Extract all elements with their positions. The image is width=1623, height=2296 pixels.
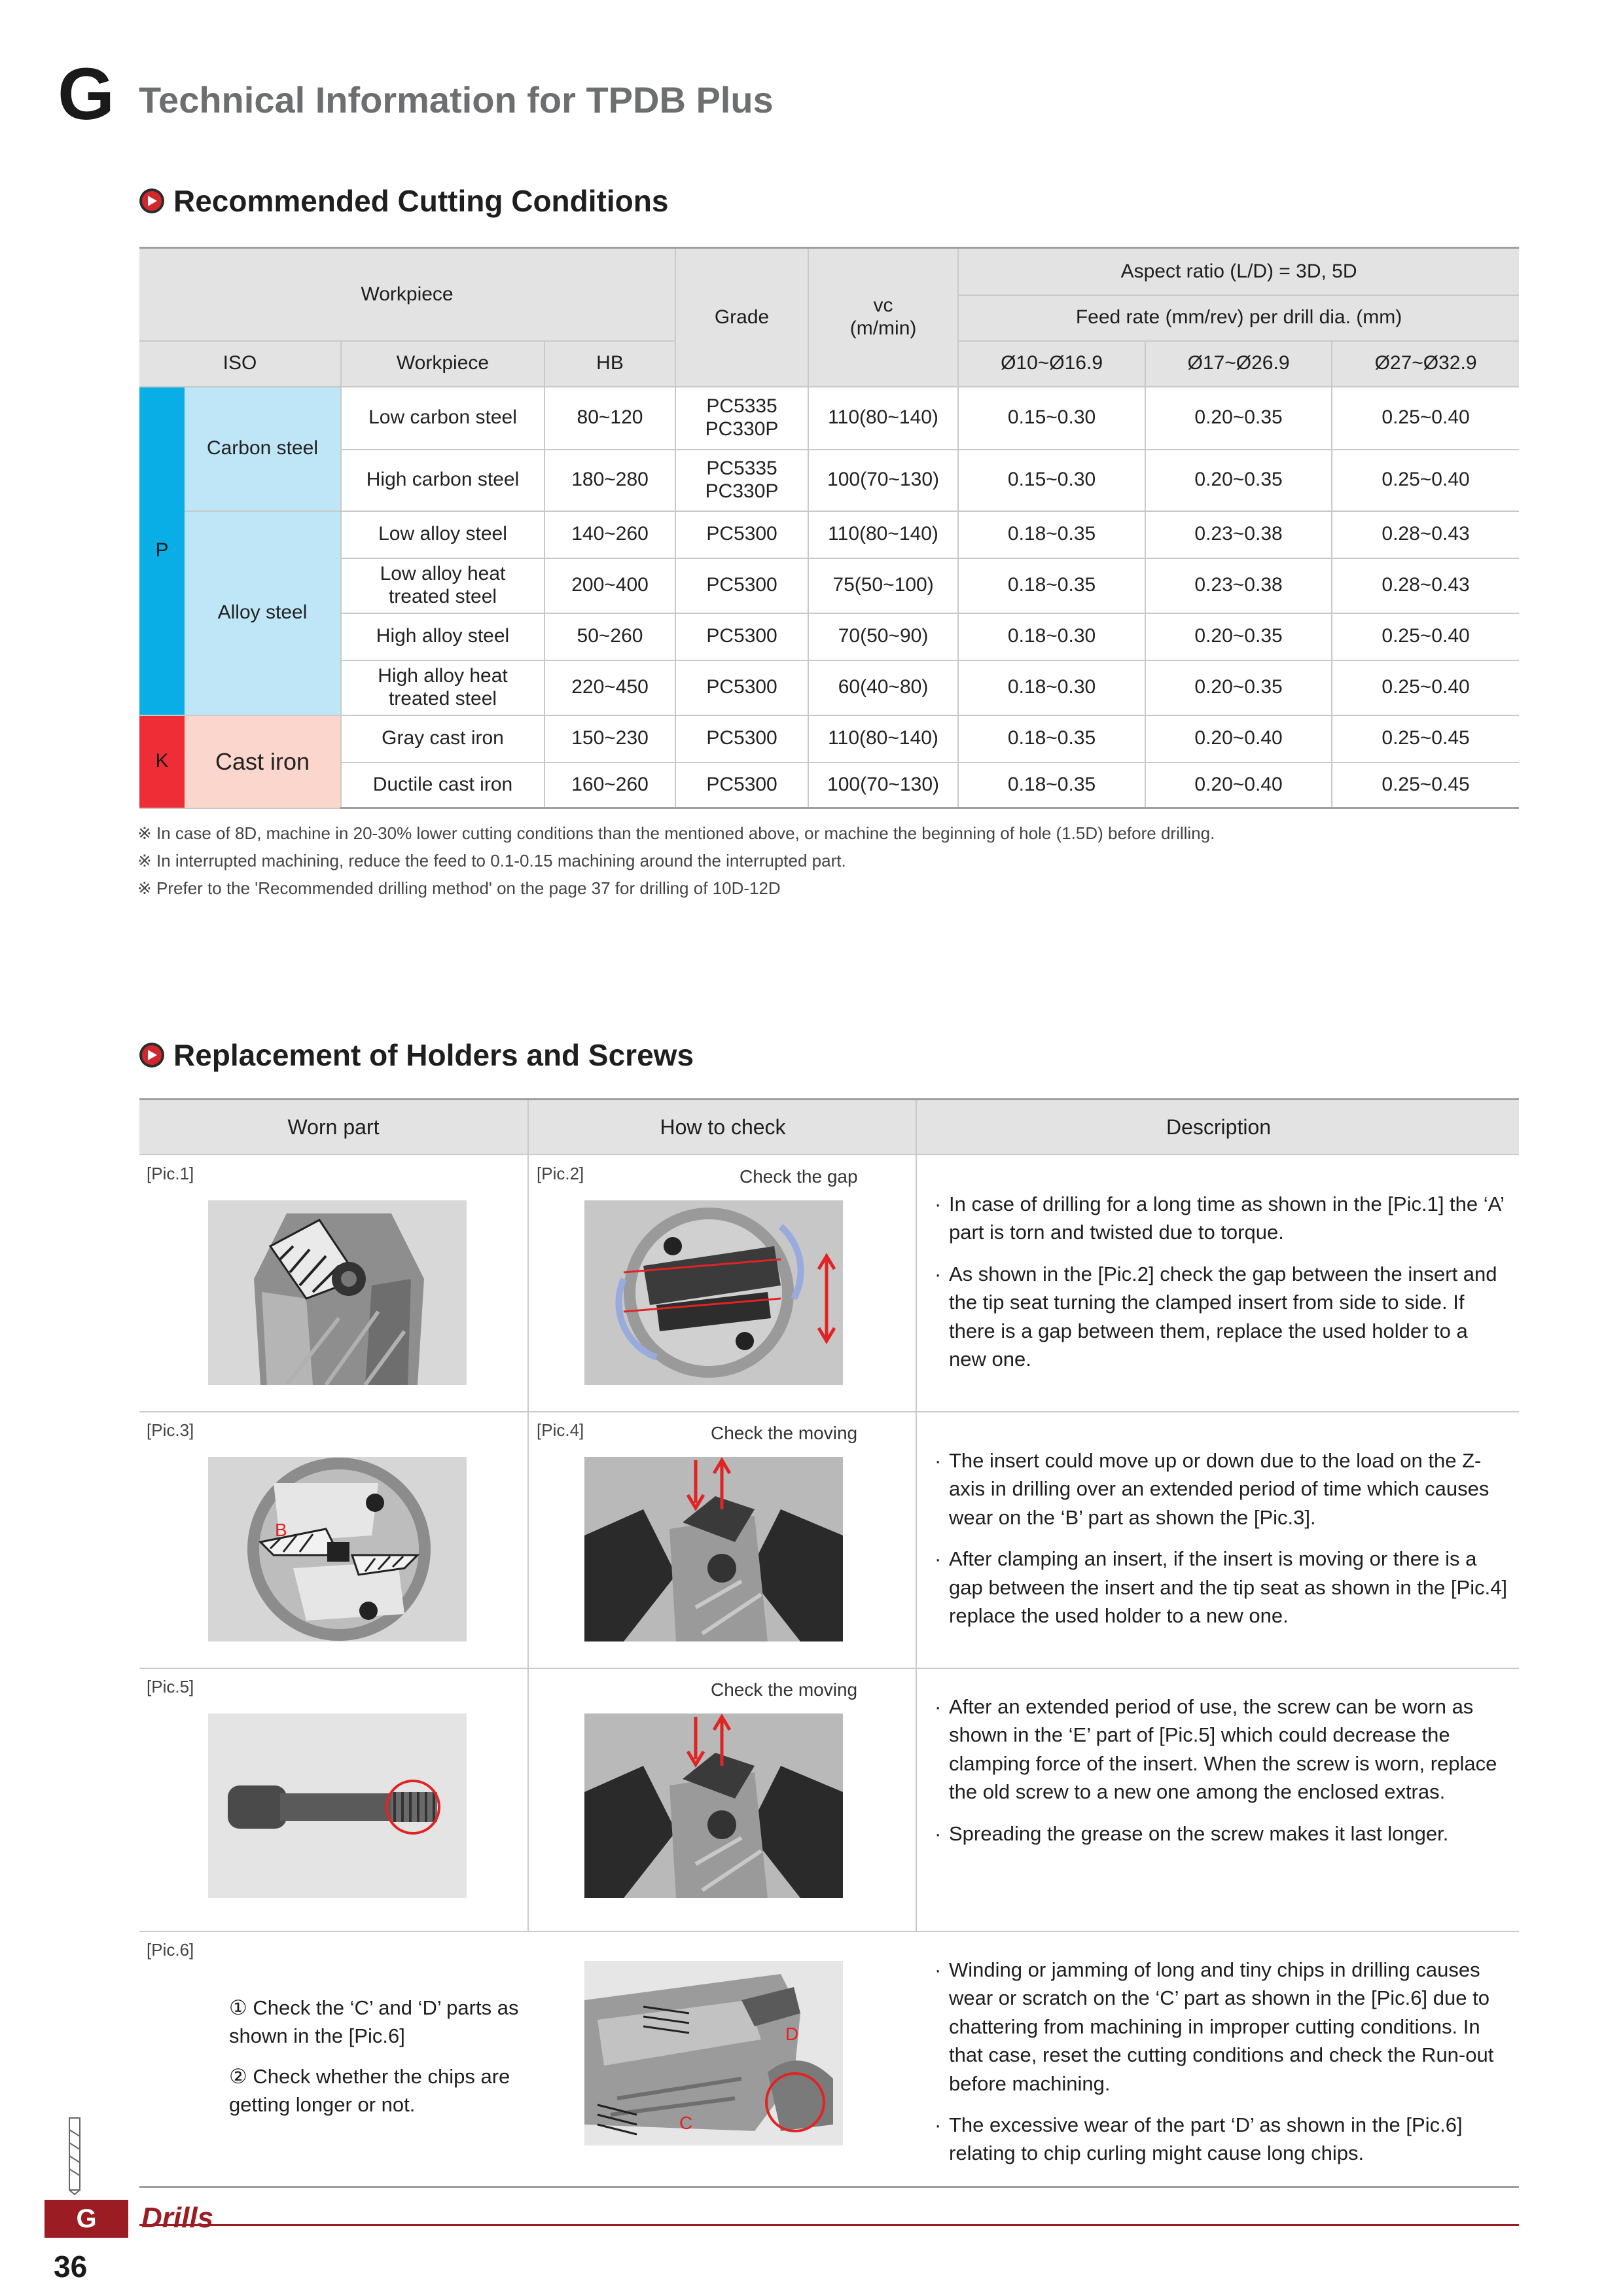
- check-gap-label: Check the gap: [740, 1166, 858, 1187]
- pic-5-check-moving-photo: [584, 1713, 843, 1898]
- header-aspect-ratio: Aspect ratio (L/D) = 3D, 5D: [958, 248, 1519, 295]
- grade-cell: PC5300: [675, 511, 808, 558]
- grade-cell: PC5300: [675, 660, 808, 715]
- description-1: [935, 1190, 1510, 1386]
- row-divider: [139, 1668, 1519, 1669]
- grade-1: PC5335: [706, 457, 777, 479]
- workpiece-cell: [341, 558, 544, 613]
- pic-5-label: [Pic.5]: [147, 1677, 194, 1696]
- table-row: [139, 762, 1519, 808]
- check-steps: [229, 1994, 530, 2131]
- header-vc-label: vc: [873, 295, 893, 317]
- pic-6-drill-body-photo: [584, 1961, 843, 2145]
- feed-cell-1: 0.15~0.30: [958, 450, 1145, 511]
- iso-p-cell: P: [139, 387, 185, 715]
- vc-cell: 110(80~140): [808, 715, 958, 762]
- column-divider: [916, 1153, 917, 1932]
- iso-k-cell: K: [139, 715, 185, 808]
- header-dia-3: Ø27~Ø32.9: [1332, 341, 1519, 387]
- description-paragraph: · The excessive wear of the part ‘D’ as shown in the [Pic.6] relating to chip curling might cause long chips.: [935, 2111, 1510, 2168]
- pic-5-worn-screw-photo: [208, 1713, 467, 1898]
- table-row: [139, 660, 1519, 715]
- cutting-heading-text: Recommended Cutting Conditions: [173, 184, 669, 218]
- row-divider: [139, 1411, 1519, 1412]
- check-moving-label: Check the moving: [711, 1423, 858, 1443]
- description-paragraph: · In case of drilling for a long time as shown in the [Pic.1] the ‘A’ part is torn and twisted due to torque.: [935, 1190, 1510, 1247]
- feed-cell-3: 0.25~0.40: [1332, 660, 1519, 715]
- row-divider: [139, 1931, 1519, 1932]
- hb-cell: 200~400: [544, 558, 675, 613]
- feed-cell-1: 0.18~0.30: [958, 613, 1145, 660]
- page-number: 36: [54, 2250, 88, 2284]
- description-2: [935, 1446, 1510, 1643]
- feed-cell-2: 0.23~0.38: [1145, 558, 1332, 613]
- header-vc: [808, 248, 958, 387]
- arrow-circle-icon: [139, 1043, 164, 1067]
- table-row: [139, 558, 1519, 613]
- feed-cell-2: 0.23~0.38: [1145, 511, 1332, 558]
- hb-cell: 50~260: [544, 613, 675, 660]
- pic-4-moving-insert-photo: [584, 1457, 843, 1641]
- footer-title: Drills: [141, 2202, 214, 2234]
- header-hb: HB: [544, 341, 675, 387]
- header-vc-unit: (m/min): [849, 317, 917, 339]
- header-feed-rate: Feed rate (mm/rev) per drill dia. (mm): [958, 295, 1519, 341]
- hb-cell: 180~280: [544, 450, 675, 511]
- pic-2-label: [Pic.2]: [537, 1164, 584, 1183]
- marker-d: D: [785, 2024, 799, 2044]
- workpiece-cell: High alloy steel: [341, 613, 544, 660]
- note-2: ※ In interrupted machining, reduce the feed to 0.1-0.15 machining around the interrupted part.: [137, 851, 846, 870]
- hb-cell: 150~230: [544, 715, 675, 762]
- description-paragraph: · After clamping an insert, if the insert is moving or there is a gap between the insert and the tip seat as shown in the [Pic.4] replace the used holder to a new one.: [935, 1545, 1510, 1630]
- header-iso: ISO: [139, 341, 341, 387]
- feed-cell-2: 0.20~0.35: [1145, 613, 1332, 660]
- feed-cell-2: 0.20~0.40: [1145, 715, 1332, 762]
- workpiece-cell: [341, 660, 544, 715]
- pic-1-label: [Pic.1]: [147, 1164, 194, 1183]
- feed-cell-1: 0.18~0.35: [958, 511, 1145, 558]
- pic-3-label: [Pic.3]: [147, 1420, 194, 1440]
- vc-cell: 60(40~80): [808, 660, 958, 715]
- check-moving-label: Check the moving: [711, 1679, 858, 1700]
- header-description: Description: [916, 1100, 1520, 1154]
- feed-cell-1: 0.15~0.30: [958, 387, 1145, 450]
- grade-cell: PC5300: [675, 613, 808, 660]
- grade-cell: [675, 387, 808, 450]
- workpiece-line-2: treated steel: [388, 687, 497, 709]
- feed-cell-1: 0.18~0.35: [958, 715, 1145, 762]
- header-grade: Grade: [675, 248, 808, 387]
- pic-3-worn-seat-photo: [208, 1457, 467, 1641]
- description-paragraph: · Spreading the grease on the screw makes it last longer.: [935, 1820, 1510, 1848]
- workpiece-cell: Gray cast iron: [341, 715, 544, 762]
- marker-b: B: [275, 1520, 287, 1540]
- table-row: [139, 387, 1519, 450]
- feed-cell-3: 0.28~0.43: [1332, 511, 1519, 558]
- description-paragraph: · The insert could move up or down due to the load on the Z-axis in drilling over an extended period of time which causes wear on the ‘B’ part as shown the [Pic.3].: [935, 1446, 1510, 1532]
- description-paragraph: · Winding or jamming of long and tiny chips in drilling causes wear or scratch on the ‘C’ part as shown in the [Pic.6] due to chattering from machining in improper cutting conditions. In that case, reset the cutting conditions and check the Run-out before machining.: [935, 1956, 1510, 2098]
- feed-cell-1: 0.18~0.35: [958, 762, 1145, 808]
- page-title: Technical Information for TPDB Plus: [139, 79, 774, 120]
- feed-cell-3: 0.25~0.40: [1332, 450, 1519, 511]
- grade-cell: PC5300: [675, 715, 808, 762]
- workpiece-line-1: High alloy heat: [378, 665, 508, 687]
- cast-iron-cell: Cast iron: [185, 715, 341, 808]
- check-step: ② Check whether the chips are getting longer or not.: [229, 2064, 510, 2117]
- replacement-section-heading: [139, 1037, 694, 1073]
- description-paragraph: · As shown in the [Pic.2] check the gap between the insert and the tip seat turning the clamped insert from side to side. If there is a gap between them, replace the used holder to a new one.: [935, 1260, 1510, 1374]
- grade-cell: PC5300: [675, 762, 808, 808]
- feed-cell-2: 0.20~0.35: [1145, 387, 1332, 450]
- grade-1: PC5335: [706, 395, 777, 417]
- grade-cell: [675, 450, 808, 511]
- replacement-table-header: [139, 1098, 1519, 1155]
- alloy-steel-cell: Alloy steel: [185, 511, 341, 715]
- table-bottom-border: [139, 2186, 1519, 2188]
- workpiece-line-2: treated steel: [388, 585, 497, 607]
- feed-cell-1: 0.18~0.35: [958, 558, 1145, 613]
- workpiece-line-1: Low alloy heat: [380, 563, 506, 584]
- vc-cell: 100(70~130): [808, 762, 958, 808]
- feed-cell-3: 0.25~0.45: [1332, 715, 1519, 762]
- pic-6-label: [Pic.6]: [147, 1940, 194, 1960]
- description-3: [935, 1693, 1510, 1861]
- header-dia-1: Ø10~Ø16.9: [958, 341, 1145, 387]
- pic-4-label: [Pic.4]: [537, 1420, 584, 1440]
- footer-line: [139, 2224, 1519, 2226]
- drill-icon: [65, 2117, 84, 2195]
- check-step: ① Check the ‘C’ and ‘D’ parts as shown in the [Pic.6]: [229, 1996, 519, 2048]
- table-row: [139, 613, 1519, 660]
- feed-cell-2: 0.20~0.35: [1145, 660, 1332, 715]
- footer-section-tab: G: [45, 2200, 128, 2238]
- feed-cell-3: 0.25~0.40: [1332, 613, 1519, 660]
- hb-cell: 220~450: [544, 660, 675, 715]
- replacement-heading-text: Replacement of Holders and Screws: [173, 1038, 694, 1072]
- feed-cell-2: 0.20~0.40: [1145, 762, 1332, 808]
- note-1: ※ In case of 8D, machine in 20-30% lower cutting conditions than the mentioned above, or machine the beginning of hole (1.5D) before drilling.: [137, 823, 1215, 843]
- vc-cell: 110(80~140): [808, 511, 958, 558]
- header-how-to-check: How to check: [527, 1100, 917, 1154]
- vc-cell: 75(50~100): [808, 558, 958, 613]
- pic-1-worn-holder-photo: [208, 1200, 467, 1385]
- description-4: [935, 1956, 1510, 2181]
- feed-cell-3: 0.25~0.45: [1332, 762, 1519, 808]
- hb-cell: 160~260: [544, 762, 675, 808]
- pic-2-check-gap-photo: [584, 1200, 843, 1385]
- header-dia-2: Ø17~Ø26.9: [1145, 341, 1332, 387]
- grade-2: PC330P: [705, 418, 779, 440]
- hb-cell: 140~260: [544, 511, 675, 558]
- feed-cell-1: 0.18~0.30: [958, 660, 1145, 715]
- column-divider: [527, 1153, 529, 1932]
- hb-cell: 80~120: [544, 387, 675, 450]
- feed-cell-2: 0.20~0.35: [1145, 450, 1332, 511]
- workpiece-cell: Low carbon steel: [341, 387, 544, 450]
- feed-cell-3: 0.28~0.43: [1332, 558, 1519, 613]
- grade-2: PC330P: [705, 480, 779, 502]
- note-3: ※ Prefer to the 'Recommended drilling method' on the page 37 for drilling of 10D-12D: [137, 878, 781, 898]
- table-row: [139, 450, 1519, 511]
- description-paragraph: · After an extended period of use, the screw can be worn as shown in the ‘E’ part of [Pic.5] which could decrease the clamping force of the insert. When the screw is worn, replace the old screw to a new one among the enclosed extras.: [935, 1693, 1510, 1806]
- workpiece-cell: High carbon steel: [341, 450, 544, 511]
- arrow-circle-icon: [139, 188, 164, 213]
- table-row: [139, 511, 1519, 558]
- feed-cell-3: 0.25~0.40: [1332, 387, 1519, 450]
- workpiece-cell: Low alloy steel: [341, 511, 544, 558]
- workpiece-cell: Ductile cast iron: [341, 762, 544, 808]
- cutting-conditions-table: [139, 247, 1519, 809]
- vc-cell: 70(50~90): [808, 613, 958, 660]
- section-letter: G: [58, 53, 115, 135]
- cutting-section-heading: [139, 183, 668, 219]
- header-worn-part: Worn part: [287, 1115, 380, 1139]
- marker-c: C: [679, 2113, 693, 2133]
- carbon-steel-cell: Carbon steel: [185, 387, 341, 511]
- header-workpiece: Workpiece: [341, 341, 544, 387]
- grade-cell: PC5300: [675, 558, 808, 613]
- vc-cell: 100(70~130): [808, 450, 958, 511]
- table-row: [139, 715, 1519, 762]
- header-workpiece-group: Workpiece: [139, 248, 675, 341]
- vc-cell: 110(80~140): [808, 387, 958, 450]
